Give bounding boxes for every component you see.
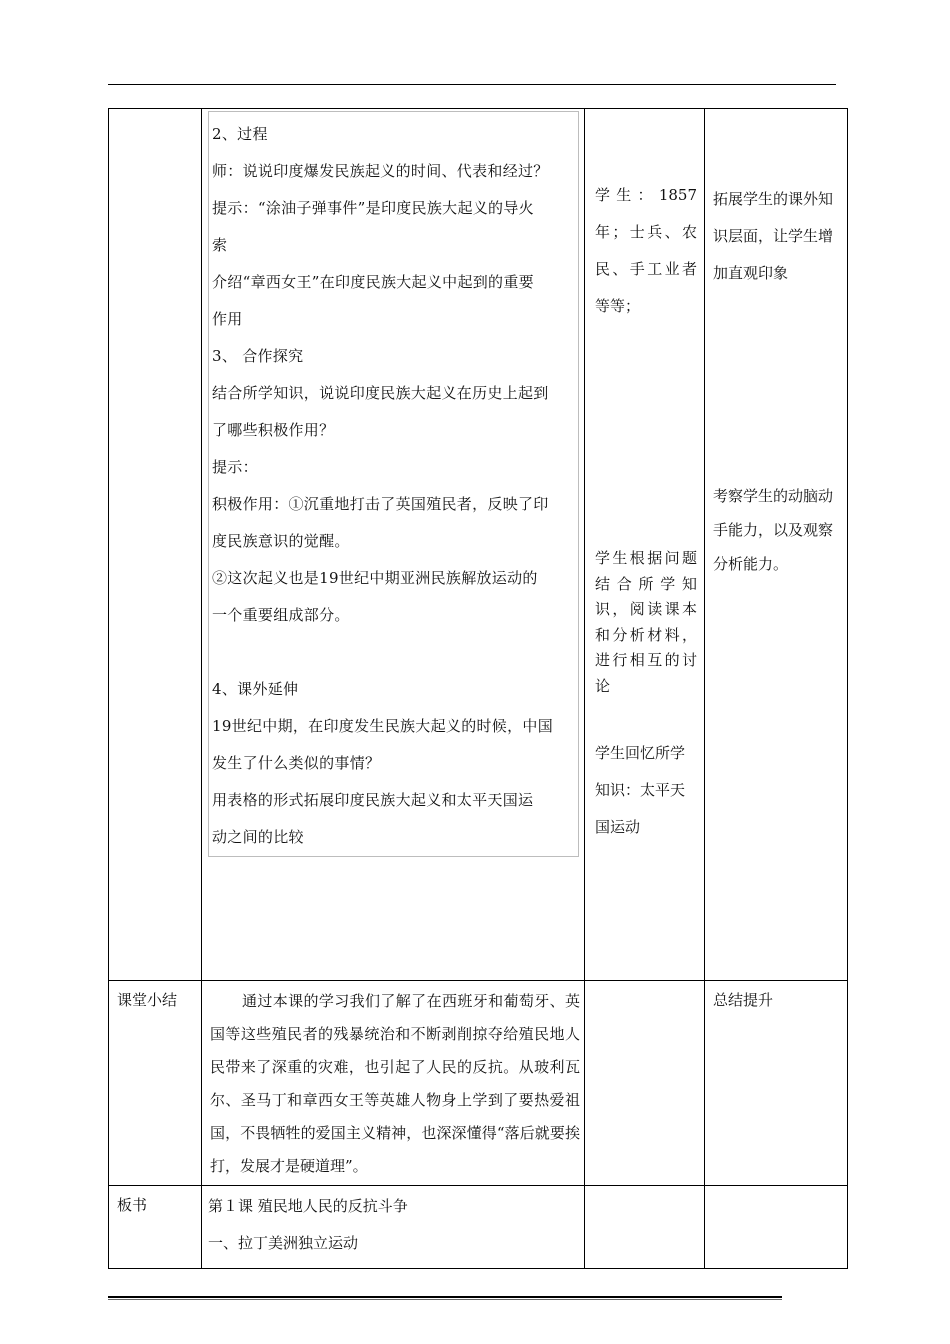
- board-line-1: 第１课 殖民地人民的反抗斗争: [208, 1197, 408, 1215]
- teaching-process-box: [208, 111, 579, 857]
- summary-text: 通过本课的学习我们了解了在西班牙和葡萄牙、英国等这些殖民者的残暴统治和不断剥削掠夺给殖民地人民带来了深重的灾难，也引起了人民的反抗。从玻利瓦尔、圣马丁和章西女王等英雄人物身上学到了要热爱祖国，不畏牺牲的爱国主义精神，也深深懂得“落后就要挨打，发展才是硬道理”。: [202, 981, 585, 1186]
- board-empty-cell-1: [585, 1186, 705, 1269]
- process-row: [109, 109, 848, 981]
- process-line: 动之间的比较: [212, 828, 304, 846]
- summary-label: 课堂小结: [109, 981, 202, 1186]
- process-line: 发生了什么类似的事情？: [212, 754, 381, 772]
- process-line: 师：说说印度爆发民族起义的时间、代表和经过？: [212, 162, 549, 180]
- process-line: 2、过程: [212, 125, 268, 143]
- process-line-blank: [212, 634, 578, 671]
- process-line: 提示：: [212, 458, 258, 476]
- footer-rule: [108, 1296, 782, 1298]
- intent-text-2: 考察学生的动脑动手能力，以及观察分析能力。: [713, 487, 834, 573]
- student-answer-text: 学生：1857年；士兵、农民、手工业者等等；: [595, 186, 697, 315]
- process-line: 3、 合作探究: [212, 347, 304, 365]
- lesson-plan-table: [108, 108, 848, 1269]
- process-line: 了哪些积极作用？: [212, 421, 335, 439]
- summary-note: 总结提升: [705, 981, 848, 1186]
- process-line: 介绍“章西女王”在印度民族大起义中起到的重要: [212, 273, 534, 291]
- intent-text-1: 拓展学生的课外知识层面，让学生增加直观印象: [713, 190, 834, 282]
- process-line: 19世纪中期，在印度发生民族大起义的时候，中国: [212, 717, 553, 735]
- board-label: 板书: [109, 1186, 202, 1269]
- board-content: [202, 1186, 585, 1269]
- header-rule: [108, 84, 836, 85]
- board-empty-cell-2: [705, 1186, 848, 1269]
- student-recall-text: 学生回忆所学知识：太平天国运动: [595, 744, 686, 836]
- student-activity-cell: [585, 109, 705, 981]
- process-line: 提示：“涂油子弹事件”是印度民族大起义的导火: [212, 199, 534, 217]
- summary-empty-cell: [585, 981, 705, 1186]
- process-line: 作用: [212, 310, 243, 328]
- summary-row: [109, 981, 848, 1186]
- process-line: 积极作用：①沉重地打击了英国殖民者，反映了印: [212, 495, 549, 513]
- process-line: 索: [212, 236, 228, 254]
- student-discussion-text: 学生根据问题结合所学知识，阅读课本和分析材料，进行相互的讨论: [595, 549, 697, 695]
- process-line: 结合所学知识，说说印度民族大起义在历史上起到: [212, 384, 549, 402]
- process-line: ②这次起义也是19世纪中期亚洲民族解放运动的: [212, 569, 538, 587]
- teaching-process-cell: [202, 109, 585, 981]
- process-line: 一个重要组成部分。: [212, 606, 350, 624]
- process-line: 用表格的形式拓展印度民族大起义和太平天国运: [212, 791, 534, 809]
- empty-label-cell: [109, 109, 202, 981]
- board-line-2: 一、拉丁美洲独立运动: [208, 1234, 359, 1252]
- design-intent-cell: [705, 109, 848, 981]
- board-row: [109, 1186, 848, 1269]
- process-line: 4、课外延伸: [212, 680, 299, 698]
- process-line: 度民族意识的觉醒。: [212, 532, 350, 550]
